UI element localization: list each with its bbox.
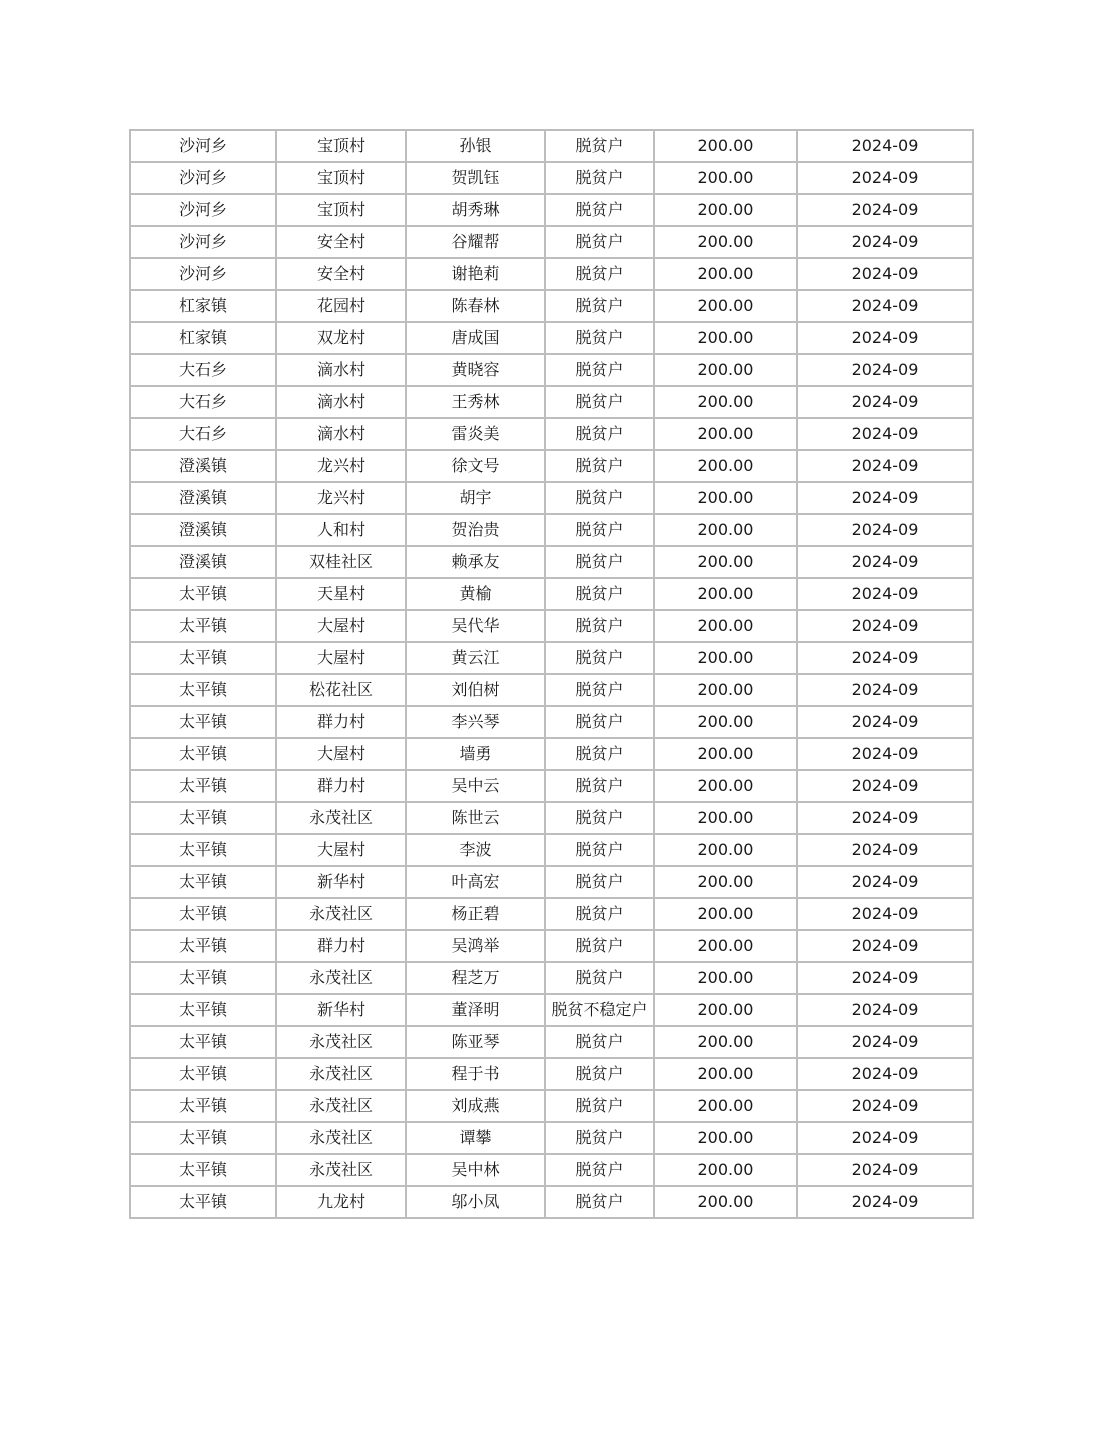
table-row	[130, 962, 973, 994]
amount-cell: 200.00	[654, 866, 797, 898]
household-type-cell: 脱贫户	[545, 898, 654, 930]
table-row	[130, 226, 973, 258]
period-cell: 2024-09	[797, 1058, 973, 1090]
table-row	[130, 162, 973, 194]
town-cell: 太平镇	[130, 578, 276, 610]
town-cell: 太平镇	[130, 770, 276, 802]
household-type-cell: 脱贫户	[545, 226, 654, 258]
name-cell: 刘伯树	[406, 674, 545, 706]
town-cell: 大石乡	[130, 386, 276, 418]
village-cell: 永茂社区	[276, 962, 406, 994]
household-type-cell: 脱贫户	[545, 258, 654, 290]
household-type-cell: 脱贫不稳定户	[545, 994, 654, 1026]
household-type-cell: 脱贫户	[545, 930, 654, 962]
period-cell: 2024-09	[797, 898, 973, 930]
period-cell: 2024-09	[797, 1154, 973, 1186]
amount-cell: 200.00	[654, 1122, 797, 1154]
household-type-cell: 脱贫户	[545, 482, 654, 514]
period-cell: 2024-09	[797, 258, 973, 290]
table-row	[130, 770, 973, 802]
town-cell: 太平镇	[130, 1186, 276, 1218]
town-cell: 沙河乡	[130, 226, 276, 258]
table-row	[130, 386, 973, 418]
period-cell: 2024-09	[797, 802, 973, 834]
village-cell: 大屋村	[276, 738, 406, 770]
name-cell: 程于书	[406, 1058, 545, 1090]
town-cell: 太平镇	[130, 802, 276, 834]
table-row	[130, 610, 973, 642]
name-cell: 邬小凤	[406, 1186, 545, 1218]
table-row	[130, 418, 973, 450]
table-row	[130, 258, 973, 290]
village-cell: 松花社区	[276, 674, 406, 706]
table-row	[130, 514, 973, 546]
name-cell: 贺凯钰	[406, 162, 545, 194]
period-cell: 2024-09	[797, 866, 973, 898]
village-cell: 永茂社区	[276, 898, 406, 930]
household-type-cell: 脱贫户	[545, 1186, 654, 1218]
table-row	[130, 546, 973, 578]
name-cell: 杨正碧	[406, 898, 545, 930]
village-cell: 永茂社区	[276, 1154, 406, 1186]
table-row	[130, 642, 973, 674]
period-cell: 2024-09	[797, 962, 973, 994]
table-row	[130, 866, 973, 898]
amount-cell: 200.00	[654, 1026, 797, 1058]
household-type-cell: 脱贫户	[545, 514, 654, 546]
household-type-cell: 脱贫户	[545, 130, 654, 162]
name-cell: 胡秀琳	[406, 194, 545, 226]
table-row	[130, 482, 973, 514]
amount-cell: 200.00	[654, 482, 797, 514]
village-cell: 宝顶村	[276, 162, 406, 194]
village-cell: 大屋村	[276, 834, 406, 866]
table-row	[130, 706, 973, 738]
town-cell: 杠家镇	[130, 322, 276, 354]
town-cell: 太平镇	[130, 866, 276, 898]
town-cell: 太平镇	[130, 1154, 276, 1186]
period-cell: 2024-09	[797, 194, 973, 226]
table-body	[130, 130, 973, 1218]
name-cell: 雷炎美	[406, 418, 545, 450]
village-cell: 人和村	[276, 514, 406, 546]
name-cell: 谭攀	[406, 1122, 545, 1154]
name-cell: 程芝万	[406, 962, 545, 994]
town-cell: 太平镇	[130, 1122, 276, 1154]
village-cell: 群力村	[276, 930, 406, 962]
household-type-cell: 脱贫户	[545, 354, 654, 386]
town-cell: 杠家镇	[130, 290, 276, 322]
name-cell: 刘成燕	[406, 1090, 545, 1122]
name-cell: 孙银	[406, 130, 545, 162]
household-type-cell: 脱贫户	[545, 834, 654, 866]
amount-cell: 200.00	[654, 258, 797, 290]
amount-cell: 200.00	[654, 194, 797, 226]
household-type-cell: 脱贫户	[545, 770, 654, 802]
name-cell: 黄晓容	[406, 354, 545, 386]
period-cell: 2024-09	[797, 834, 973, 866]
amount-cell: 200.00	[654, 354, 797, 386]
village-cell: 安全村	[276, 258, 406, 290]
village-cell: 大屋村	[276, 642, 406, 674]
village-cell: 龙兴村	[276, 450, 406, 482]
household-type-cell: 脱贫户	[545, 162, 654, 194]
table-row	[130, 130, 973, 162]
name-cell: 黄云江	[406, 642, 545, 674]
amount-cell: 200.00	[654, 674, 797, 706]
amount-cell: 200.00	[654, 290, 797, 322]
table-row	[130, 1026, 973, 1058]
town-cell: 太平镇	[130, 610, 276, 642]
table-row	[130, 578, 973, 610]
amount-cell: 200.00	[654, 834, 797, 866]
town-cell: 太平镇	[130, 1026, 276, 1058]
village-cell: 龙兴村	[276, 482, 406, 514]
name-cell: 李波	[406, 834, 545, 866]
period-cell: 2024-09	[797, 706, 973, 738]
village-cell: 永茂社区	[276, 1026, 406, 1058]
name-cell: 吴代华	[406, 610, 545, 642]
amount-cell: 200.00	[654, 994, 797, 1026]
period-cell: 2024-09	[797, 994, 973, 1026]
town-cell: 大石乡	[130, 354, 276, 386]
period-cell: 2024-09	[797, 514, 973, 546]
household-type-cell: 脱贫户	[545, 546, 654, 578]
name-cell: 胡宇	[406, 482, 545, 514]
amount-cell: 200.00	[654, 546, 797, 578]
amount-cell: 200.00	[654, 578, 797, 610]
household-type-cell: 脱贫户	[545, 418, 654, 450]
name-cell: 吴中林	[406, 1154, 545, 1186]
village-cell: 花园村	[276, 290, 406, 322]
name-cell: 吴中云	[406, 770, 545, 802]
town-cell: 太平镇	[130, 898, 276, 930]
town-cell: 太平镇	[130, 834, 276, 866]
village-cell: 群力村	[276, 770, 406, 802]
amount-cell: 200.00	[654, 450, 797, 482]
amount-cell: 200.00	[654, 1090, 797, 1122]
amount-cell: 200.00	[654, 802, 797, 834]
table-row	[130, 450, 973, 482]
household-type-cell: 脱贫户	[545, 706, 654, 738]
table-row	[130, 290, 973, 322]
period-cell: 2024-09	[797, 130, 973, 162]
household-type-cell: 脱贫户	[545, 802, 654, 834]
table-row	[130, 1122, 973, 1154]
town-cell: 澄溪镇	[130, 482, 276, 514]
amount-cell: 200.00	[654, 130, 797, 162]
household-type-cell: 脱贫户	[545, 386, 654, 418]
table-row	[130, 1154, 973, 1186]
household-type-cell: 脱贫户	[545, 290, 654, 322]
name-cell: 贺治贵	[406, 514, 545, 546]
village-cell: 新华村	[276, 994, 406, 1026]
amount-cell: 200.00	[654, 898, 797, 930]
amount-cell: 200.00	[654, 1058, 797, 1090]
household-type-cell: 脱贫户	[545, 194, 654, 226]
name-cell: 唐成国	[406, 322, 545, 354]
name-cell: 王秀林	[406, 386, 545, 418]
village-cell: 安全村	[276, 226, 406, 258]
village-cell: 永茂社区	[276, 1122, 406, 1154]
period-cell: 2024-09	[797, 1026, 973, 1058]
period-cell: 2024-09	[797, 642, 973, 674]
table-row	[130, 834, 973, 866]
household-type-cell: 脱贫户	[545, 674, 654, 706]
village-cell: 永茂社区	[276, 1090, 406, 1122]
amount-cell: 200.00	[654, 386, 797, 418]
village-cell: 双桂社区	[276, 546, 406, 578]
town-cell: 太平镇	[130, 738, 276, 770]
name-cell: 徐文号	[406, 450, 545, 482]
period-cell: 2024-09	[797, 162, 973, 194]
period-cell: 2024-09	[797, 930, 973, 962]
village-cell: 永茂社区	[276, 1058, 406, 1090]
amount-cell: 200.00	[654, 322, 797, 354]
village-cell: 九龙村	[276, 1186, 406, 1218]
table-row	[130, 1186, 973, 1218]
household-type-cell: 脱贫户	[545, 1058, 654, 1090]
amount-cell: 200.00	[654, 514, 797, 546]
household-type-cell: 脱贫户	[545, 610, 654, 642]
village-cell: 滴水村	[276, 354, 406, 386]
village-cell: 群力村	[276, 706, 406, 738]
village-cell: 大屋村	[276, 610, 406, 642]
amount-cell: 200.00	[654, 706, 797, 738]
table-row	[130, 674, 973, 706]
household-type-cell: 脱贫户	[545, 866, 654, 898]
name-cell: 叶高宏	[406, 866, 545, 898]
village-cell: 滴水村	[276, 418, 406, 450]
name-cell: 董泽明	[406, 994, 545, 1026]
table-row	[130, 930, 973, 962]
table-row	[130, 802, 973, 834]
period-cell: 2024-09	[797, 738, 973, 770]
period-cell: 2024-09	[797, 546, 973, 578]
period-cell: 2024-09	[797, 1090, 973, 1122]
town-cell: 大石乡	[130, 418, 276, 450]
household-type-cell: 脱贫户	[545, 450, 654, 482]
household-type-cell: 脱贫户	[545, 738, 654, 770]
village-cell: 滴水村	[276, 386, 406, 418]
name-cell: 陈春林	[406, 290, 545, 322]
name-cell: 陈世云	[406, 802, 545, 834]
amount-cell: 200.00	[654, 226, 797, 258]
town-cell: 澄溪镇	[130, 514, 276, 546]
subsidy-roster-table	[129, 129, 974, 1219]
household-type-cell: 脱贫户	[545, 578, 654, 610]
period-cell: 2024-09	[797, 450, 973, 482]
table-row	[130, 738, 973, 770]
town-cell: 澄溪镇	[130, 546, 276, 578]
period-cell: 2024-09	[797, 770, 973, 802]
town-cell: 太平镇	[130, 1090, 276, 1122]
town-cell: 沙河乡	[130, 194, 276, 226]
town-cell: 太平镇	[130, 930, 276, 962]
household-type-cell: 脱贫户	[545, 1090, 654, 1122]
name-cell: 黄榆	[406, 578, 545, 610]
amount-cell: 200.00	[654, 162, 797, 194]
village-cell: 永茂社区	[276, 802, 406, 834]
period-cell: 2024-09	[797, 322, 973, 354]
village-cell: 宝顶村	[276, 130, 406, 162]
name-cell: 赖承友	[406, 546, 545, 578]
village-cell: 双龙村	[276, 322, 406, 354]
table-row	[130, 354, 973, 386]
amount-cell: 200.00	[654, 418, 797, 450]
name-cell: 谢艳莉	[406, 258, 545, 290]
name-cell: 墙勇	[406, 738, 545, 770]
period-cell: 2024-09	[797, 610, 973, 642]
village-cell: 天星村	[276, 578, 406, 610]
period-cell: 2024-09	[797, 1122, 973, 1154]
town-cell: 沙河乡	[130, 162, 276, 194]
name-cell: 谷耀帮	[406, 226, 545, 258]
household-type-cell: 脱贫户	[545, 322, 654, 354]
household-type-cell: 脱贫户	[545, 962, 654, 994]
town-cell: 太平镇	[130, 674, 276, 706]
town-cell: 太平镇	[130, 642, 276, 674]
table-row	[130, 194, 973, 226]
village-cell: 新华村	[276, 866, 406, 898]
household-type-cell: 脱贫户	[545, 1154, 654, 1186]
period-cell: 2024-09	[797, 354, 973, 386]
period-cell: 2024-09	[797, 386, 973, 418]
amount-cell: 200.00	[654, 738, 797, 770]
period-cell: 2024-09	[797, 674, 973, 706]
town-cell: 澄溪镇	[130, 450, 276, 482]
town-cell: 太平镇	[130, 962, 276, 994]
amount-cell: 200.00	[654, 930, 797, 962]
household-type-cell: 脱贫户	[545, 1122, 654, 1154]
table-row	[130, 322, 973, 354]
period-cell: 2024-09	[797, 290, 973, 322]
town-cell: 沙河乡	[130, 258, 276, 290]
table-row	[130, 994, 973, 1026]
amount-cell: 200.00	[654, 610, 797, 642]
household-type-cell: 脱贫户	[545, 642, 654, 674]
period-cell: 2024-09	[797, 482, 973, 514]
period-cell: 2024-09	[797, 1186, 973, 1218]
period-cell: 2024-09	[797, 418, 973, 450]
period-cell: 2024-09	[797, 578, 973, 610]
town-cell: 沙河乡	[130, 130, 276, 162]
household-type-cell: 脱贫户	[545, 1026, 654, 1058]
amount-cell: 200.00	[654, 1186, 797, 1218]
town-cell: 太平镇	[130, 1058, 276, 1090]
name-cell: 吴鸿举	[406, 930, 545, 962]
amount-cell: 200.00	[654, 642, 797, 674]
table-row	[130, 1090, 973, 1122]
amount-cell: 200.00	[654, 1154, 797, 1186]
table-row	[130, 898, 973, 930]
town-cell: 太平镇	[130, 706, 276, 738]
town-cell: 太平镇	[130, 994, 276, 1026]
village-cell: 宝顶村	[276, 194, 406, 226]
name-cell: 李兴琴	[406, 706, 545, 738]
table-row	[130, 1058, 973, 1090]
period-cell: 2024-09	[797, 226, 973, 258]
amount-cell: 200.00	[654, 962, 797, 994]
name-cell: 陈亚琴	[406, 1026, 545, 1058]
amount-cell: 200.00	[654, 770, 797, 802]
